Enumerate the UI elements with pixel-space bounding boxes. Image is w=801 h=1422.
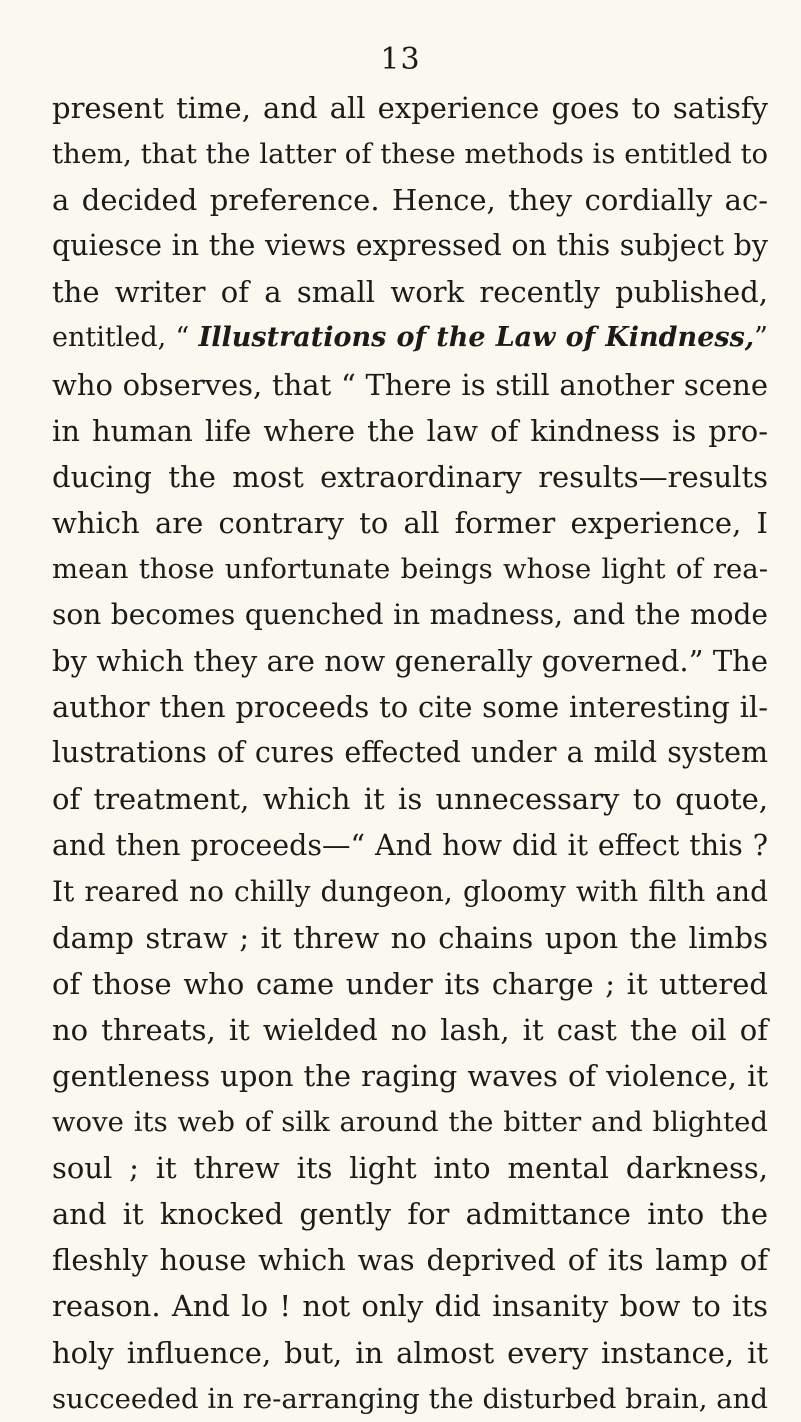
body-text — [52, 85, 768, 1422]
text-line: succeeded in re-arranging the disturbed brain, and — [52, 1382, 768, 1415]
text-line: It reared no chilly dungeon, gloomy with filth and — [52, 874, 768, 908]
text-line: son becomes quenched in madness, and the mode — [52, 598, 768, 632]
text-line: who observes, that “ There is still another scene — [52, 367, 768, 402]
text-line: them, that the latter of these methods is entitled to — [52, 138, 769, 171]
text-line: of treatment, which it is unnecessary to quote, — [52, 782, 768, 817]
text-line: of those who came under its charge ; it uttered — [52, 966, 768, 1001]
book-title: Illustrations of the Law of Kindness, — [198, 322, 755, 354]
text-line: in human life where the law of kindness is pro- — [52, 413, 768, 448]
closing-quote: ” — [754, 322, 768, 354]
text-line: gentleness upon the raging waves of violence, it — [52, 1058, 768, 1093]
text-line: mean those unfortunate beings whose light of rea- — [52, 552, 768, 585]
text-line: wove its web of silk around the bitter and blighted — [52, 1106, 768, 1139]
text-line: lustrations of cures effected under a mild system — [52, 736, 768, 770]
text-line-with-title — [52, 315, 768, 361]
page-number: 13 — [380, 42, 421, 77]
text-line: holy influence, but, in almost every instance, it — [52, 1335, 768, 1370]
text-line: by which they are now generally governed.” The — [52, 644, 768, 679]
text-line: a decided preference. Hence, they cordially ac- — [52, 183, 768, 218]
text-line: and it knocked gently for admittance into the — [52, 1197, 768, 1232]
text-line: fleshly house which was deprived of its lamp of — [52, 1243, 768, 1278]
text-line: damp straw ; it threw no chains upon the limbs — [52, 920, 768, 955]
text-line: no threats, it wielded no lash, it cast the oil of — [52, 1012, 768, 1047]
text-line: soul ; it threw its light into mental darkness, — [52, 1151, 768, 1186]
text-line: present time, and all experience goes to satisfy — [52, 91, 768, 125]
text-line: which are contrary to all former experience, I — [52, 505, 768, 540]
text-line: the writer of a small work recently published, — [52, 275, 768, 310]
text-line: and then proceeds—“ And how did it effect this ? — [52, 828, 768, 862]
text-line: quiesce in the views expressed on this subject by — [52, 229, 768, 263]
text-line: ducing the most extraordinary results—results — [52, 459, 768, 494]
text-fragment: entitled, “ — [52, 322, 190, 354]
text-line: author then proceeds to cite some interesting il- — [52, 690, 768, 725]
text-line: reason. And lo ! not only did insanity bow to its — [52, 1289, 768, 1324]
